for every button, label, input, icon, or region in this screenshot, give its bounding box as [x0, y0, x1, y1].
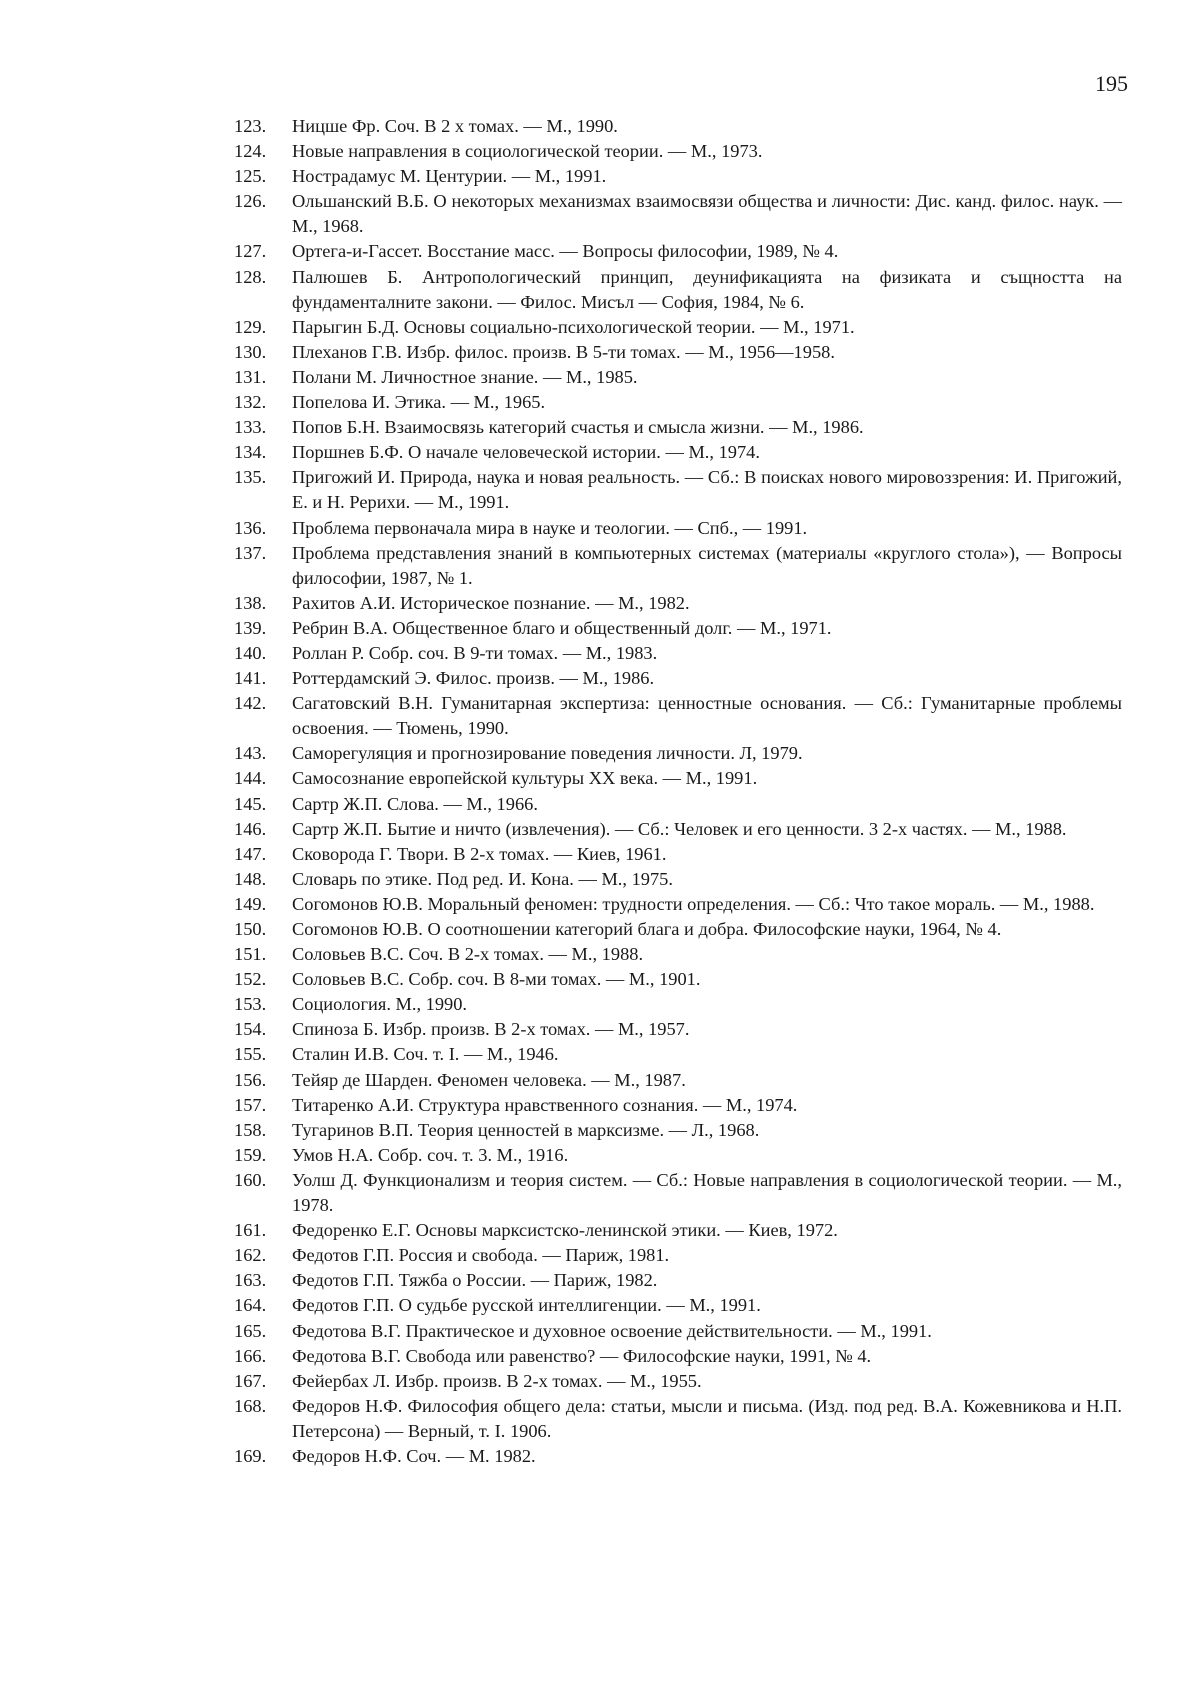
- reference-text: Спиноза Б. Избр. произв. В 2-х томах. — М., 1957.: [292, 1019, 690, 1040]
- reference-number: 161.: [234, 1220, 267, 1241]
- reference-item: [234, 541, 1122, 591]
- reference-number: 124.: [234, 141, 267, 162]
- reference-text: Федоренко Е.Г. Основы марксистско-ленинской этики. — Киев, 1972.: [292, 1220, 838, 1241]
- reference-number: 130.: [234, 341, 267, 362]
- reference-list: [234, 114, 1122, 1469]
- reference-item: [234, 390, 1122, 415]
- reference-number: 123.: [234, 116, 267, 136]
- reference-text: Согомонов Ю.В. Моральный феномен: трудности определения. — Сб.: Что такое мораль. — М., 1988.: [292, 893, 1095, 914]
- reference-number: 127.: [234, 241, 267, 262]
- reference-number: 138.: [234, 592, 267, 613]
- reference-number: 162.: [234, 1245, 267, 1266]
- reference-text: Ницше Фр. Соч. В 2 х томах. — М., 1990.: [292, 116, 618, 136]
- reference-text: Попелова И. Этика. — М., 1965.: [292, 392, 546, 413]
- reference-number: 154.: [234, 1019, 267, 1040]
- reference-text: Соловьев В.С. Собр. соч. В 8-ми томах. — М., 1901.: [292, 969, 701, 990]
- reference-text: Самосознание европейской культуры XX века. — М., 1991.: [292, 768, 758, 789]
- reference-item: [234, 440, 1122, 465]
- reference-text: Федотова В.Г. Практическое и духовное освоение действительности. — М., 1991.: [292, 1320, 932, 1341]
- reference-item: [234, 164, 1122, 189]
- reference-item: [234, 992, 1122, 1017]
- reference-number: 146.: [234, 818, 267, 839]
- reference-item: [234, 817, 1122, 842]
- reference-number: 160.: [234, 1169, 267, 1190]
- reference-number: 169.: [234, 1445, 267, 1466]
- reference-number: 129.: [234, 316, 267, 337]
- reference-number: 149.: [234, 893, 267, 914]
- reference-number: 168.: [234, 1395, 267, 1416]
- reference-number: 156.: [234, 1069, 267, 1090]
- reference-item: [234, 1218, 1122, 1243]
- reference-number: 157.: [234, 1094, 267, 1115]
- reference-item: [234, 917, 1122, 942]
- reference-text: Словарь по этике. Под ред. И. Кона. — М., 1975.: [292, 868, 673, 889]
- reference-number: 167.: [234, 1370, 267, 1391]
- reference-item: [234, 114, 1122, 139]
- reference-item: [234, 465, 1122, 515]
- reference-text: Сартр Ж.П. Слова. — М., 1966.: [292, 793, 538, 814]
- reference-item: [234, 641, 1122, 666]
- reference-item: [234, 1168, 1122, 1218]
- reference-number: 139.: [234, 617, 267, 638]
- reference-text: Ольшанский В.Б. О некоторых механизмах взаимосвязи общества и личности: Дис. канд. филос. наук. — М., 1968.: [292, 191, 1122, 237]
- reference-item: [234, 1344, 1122, 1369]
- reference-text: Сталин И.В. Соч. т. I. — М., 1946.: [292, 1044, 559, 1065]
- reference-item: [234, 1042, 1122, 1067]
- reference-text: Титаренко А.И. Структура нравственного сознания. — М., 1974.: [292, 1094, 798, 1115]
- reference-text: Палюшев Б. Антропологический принцип, деунификацията на физиката и същността на фундаменталните закони. — Филос. Мисъл — София, 1984, № 6.: [292, 266, 1122, 312]
- reference-number: 133.: [234, 417, 267, 438]
- reference-number: 153.: [234, 994, 267, 1015]
- reference-item: [234, 842, 1122, 867]
- reference-number: 159.: [234, 1144, 267, 1165]
- reference-item: [234, 1268, 1122, 1293]
- reference-text: Проблема представления знаний в компьютерных системах (материалы «круглого стола»), — Вопросы философии, 1987, № 1.: [292, 542, 1122, 588]
- reference-item: [234, 967, 1122, 992]
- reference-number: 166.: [234, 1345, 267, 1366]
- reference-text: Новые направления в социологической теории. — М., 1973.: [292, 141, 763, 162]
- reference-item: [234, 892, 1122, 917]
- reference-text: Умов Н.А. Собр. соч. т. 3. М., 1916.: [292, 1144, 569, 1165]
- reference-text: Роттердамский Э. Филос. произв. — М., 1986.: [292, 668, 655, 689]
- reference-number: 135.: [234, 467, 267, 488]
- reference-number: 150.: [234, 919, 267, 939]
- reference-item: [234, 1243, 1122, 1268]
- reference-text: Парыгин Б.Д. Основы социально-психологической теории. — М., 1971.: [292, 316, 855, 337]
- reference-number: 134.: [234, 442, 267, 463]
- reference-number: 143.: [234, 743, 267, 764]
- reference-text: Сартр Ж.П. Бытие и ничто (извлечения). — Сб.: Человек и его ценности. 3 2-х частях. — М., 1988.: [292, 818, 1067, 839]
- reference-item: [234, 265, 1122, 315]
- reference-text: Ортега-и-Гассет. Восстание масс. — Вопросы философии, 1989, № 4.: [292, 241, 839, 262]
- reference-item: [234, 691, 1122, 741]
- reference-item: [234, 942, 1122, 967]
- reference-text: Тейяр де Шарден. Феномен человека. — М., 1987.: [292, 1069, 686, 1090]
- reference-item: [234, 741, 1122, 766]
- reference-item: [234, 1118, 1122, 1143]
- reference-item: [234, 340, 1122, 365]
- reference-item: [234, 1017, 1122, 1042]
- reference-number: 126.: [234, 191, 267, 212]
- reference-text: Полани М. Личностное знание. — М., 1985.: [292, 366, 638, 387]
- reference-text: Рахитов А.И. Историческое познание. — М., 1982.: [292, 592, 690, 613]
- reference-text: Саморегуляция и прогнозирование поведения личности. Л, 1979.: [292, 743, 803, 764]
- reference-text: Федотова В.Г. Свобода или равенство? — Философские науки, 1991, № 4.: [292, 1345, 872, 1366]
- reference-text: Фейербах Л. Избр. произв. В 2-х томах. — М., 1955.: [292, 1370, 702, 1391]
- reference-text: Соловьев В.С. Соч. В 2-х томах. — М., 1988.: [292, 944, 644, 965]
- reference-item: [234, 239, 1122, 264]
- reference-item: [234, 1293, 1122, 1318]
- reference-item: [234, 315, 1122, 340]
- reference-text: Пригожий И. Природа, наука и новая реальность. — Сб.: В поисках нового мировоззрения: И. Пригожий, Е. и Н. Рерихи. — М., 1991.: [292, 467, 1122, 513]
- reference-text: Ребрин В.А. Общественное благо и общественный долг. — М., 1971.: [292, 617, 832, 638]
- reference-item: [234, 1093, 1122, 1118]
- reference-number: 144.: [234, 768, 267, 789]
- reference-number: 164.: [234, 1295, 267, 1316]
- reference-item: [234, 666, 1122, 691]
- reference-number: 136.: [234, 517, 267, 538]
- reference-number: 132.: [234, 392, 267, 413]
- reference-item: [234, 139, 1122, 164]
- reference-number: 131.: [234, 366, 267, 387]
- reference-text: Уолш Д. Функционализм и теория систем. — Сб.: Новые направления в социологической теории. — М., 1978.: [292, 1169, 1122, 1216]
- reference-text: Социология. М., 1990.: [292, 994, 468, 1015]
- reference-number: 147.: [234, 843, 267, 864]
- reference-number: 137.: [234, 542, 267, 563]
- reference-item: [234, 1143, 1122, 1168]
- reference-item: [234, 1444, 1122, 1469]
- reference-number: 145.: [234, 793, 267, 814]
- reference-number: 128.: [234, 266, 267, 287]
- reference-number: 152.: [234, 969, 267, 990]
- reference-text: Нострадамус М. Центурии. — М., 1991.: [292, 166, 607, 187]
- reference-number: 151.: [234, 944, 267, 965]
- reference-number: 125.: [234, 166, 267, 187]
- reference-text: Роллан Р. Собр. соч. В 9-ти томах. — М., 1983.: [292, 642, 658, 663]
- reference-text: Поршнев Б.Ф. О начале человеческой истории. — М., 1974.: [292, 442, 760, 463]
- reference-text: Сковорода Г. Твори. В 2-х томах. — Киев, 1961.: [292, 843, 667, 864]
- reference-item: [234, 591, 1122, 616]
- reference-number: 163.: [234, 1270, 267, 1291]
- reference-number: 142.: [234, 693, 267, 714]
- reference-text: Плеханов Г.В. Избр. филос. произв. В 5-ти томах. — М., 1956—1958.: [292, 341, 835, 362]
- reference-number: 141.: [234, 668, 267, 689]
- page-number: 195: [1095, 71, 1128, 96]
- reference-item: [234, 189, 1122, 239]
- reference-text: Федотов Г.П. О судьбе русской интеллигенции. — М., 1991.: [292, 1295, 761, 1316]
- reference-number: 165.: [234, 1320, 267, 1341]
- reference-number: 158.: [234, 1119, 267, 1140]
- reference-item: [234, 766, 1122, 791]
- reference-text: Федоров Н.Ф. Соч. — М. 1982.: [292, 1445, 536, 1466]
- reference-number: 148.: [234, 868, 267, 889]
- reference-item: [234, 365, 1122, 390]
- reference-number: 155.: [234, 1044, 267, 1065]
- reference-item: [234, 516, 1122, 541]
- reference-item: [234, 792, 1122, 817]
- reference-text: Федотов Г.П. Россия и свобода. — Париж, 1981.: [292, 1245, 670, 1266]
- reference-item: [234, 867, 1122, 892]
- reference-text: Федоров Н.Ф. Философия общего дела: статьи, мысли и письма. (Изд. под ред. В.А. Кожевникова и Н.П. Петерсона) — Верный, т. I. 1906.: [292, 1395, 1122, 1441]
- reference-text: Согомонов Ю.В. О соотношении категорий блага и добра. Философские науки, 1964, № 4.: [292, 919, 1002, 939]
- reference-item: [234, 1319, 1122, 1344]
- reference-text: Федотов Г.П. Тяжба о России. — Париж, 1982.: [292, 1270, 658, 1291]
- reference-item: [234, 415, 1122, 440]
- reference-text: Проблема первоначала мира в науке и теологии. — Спб., — 1991.: [292, 517, 808, 538]
- reference-text: Сагатовский В.Н. Гуманитарная экспертиза: ценностные основания. — Сб.: Гуманитарные проблемы освоения. — Тюмень, 1990.: [292, 693, 1122, 739]
- reference-item: [234, 1369, 1122, 1394]
- reference-number: 140.: [234, 642, 267, 663]
- reference-text: Тугаринов В.П. Теория ценностей в марксизме. — Л., 1968.: [292, 1119, 760, 1140]
- reference-text: Попов Б.Н. Взаимосвязь категорий счастья и смысла жизни. — М., 1986.: [292, 417, 864, 438]
- reference-item: [234, 616, 1122, 641]
- reference-item: [234, 1068, 1122, 1093]
- reference-item: [234, 1394, 1122, 1444]
